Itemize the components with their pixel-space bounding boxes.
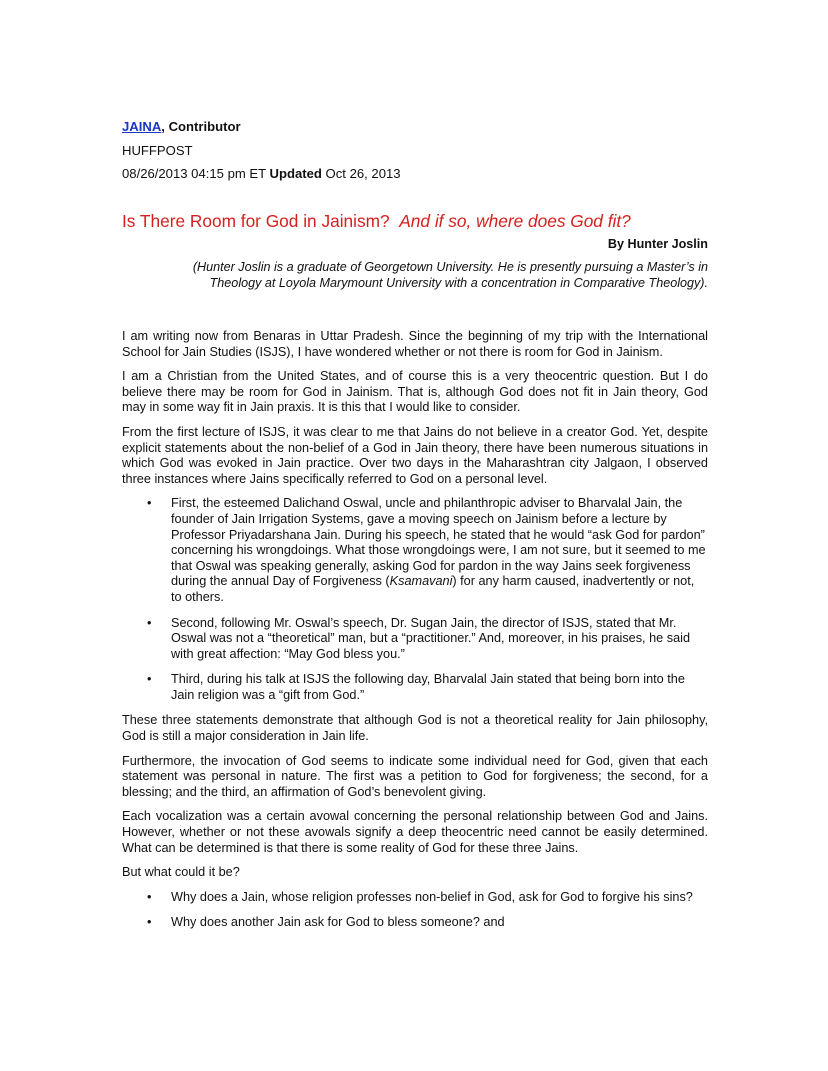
- paragraph-3: From the first lecture of ISJS, it was clear to me that Jains do not believe in a creator God. Yet, despite explicit statements about the non-belief of a God in Jain theory, there have been numerous situations in which God was evoked in Jain practice. Over two days in the Maharashtran city Jalgaon, I observed three instances where Jains specifically referred to God on a personal level.: [122, 424, 708, 486]
- document-page: [122, 119, 708, 941]
- author-line: [122, 119, 708, 135]
- date-line: [122, 166, 708, 182]
- list-item-text: First, the esteemed Dalichand Oswal, uncle and philanthropic adviser to Bharvalal Jain, the founder of Jain Irrigation Systems, gave a moving speech on Jainism before a lecture by Professor Priyadarshana Jain. During his speech, he stated that he would “ask God for pardon” concerning his wrongdoings. What those wrongdoings were, I am not sure, but it seemed to me that Oswal was speaking generally, asking God for pardon in the way Jains seek forgiveness during the annual Day of Forgiveness (Ksamavani) for any harm caused, inadvertently or not, to others.: [171, 496, 706, 604]
- list-item: [122, 890, 708, 906]
- publication-name: HUFFPOST: [122, 142, 193, 158]
- instances-list: [122, 496, 708, 703]
- paragraph-5: Furthermore, the invocation of God seems to indicate some individual need for God, given that each statement was personal in nature. The first was a petition to God for forgiveness; the second, for a blessing; and the third, an affirmation of God’s benevolent giving.: [122, 753, 708, 799]
- title-subtitle: And if so, where does God fit?: [399, 211, 631, 231]
- list-item: [122, 915, 708, 931]
- publish-date: 08/26/2013 04:15 pm ET: [122, 166, 270, 181]
- list-item: [122, 616, 708, 663]
- list-item-text: Why does another Jain ask for God to bless someone? and: [171, 915, 505, 930]
- author-role: , Contributor: [161, 119, 241, 134]
- byline: By Hunter Joslin: [607, 237, 708, 251]
- updated-label: Updated: [269, 166, 322, 181]
- list-item-text: Third, during his talk at ISJS the following day, Bharvalal Jain stated that being born into the Jain religion was a “gift from God.”: [171, 672, 685, 702]
- article-body: [122, 329, 708, 931]
- title-main: Is There Room for God in Jainism?: [122, 211, 390, 231]
- paragraph-6: Each vocalization was a certain avowal concerning the personal relationship between God and Jains. However, whether or not these avowals signify a deep theocentric need cannot be easily determined. What can be determined is that there is some reality of God for these three Jains.: [122, 809, 708, 855]
- list-item: [122, 672, 708, 703]
- paragraph-7: But what could it be?: [122, 865, 240, 880]
- author-link[interactable]: JAINA: [122, 119, 162, 134]
- article-title: [122, 211, 708, 231]
- list-item-text: Second, following Mr. Oswal’s speech, Dr. Sugan Jain, the director of ISJS, stated that Mr. Oswal was not a “theoretical” man, but a “practitioner.” And, moreover, in his praises, he said with great affection: “May God bless you.”: [171, 615, 691, 661]
- list-item: [122, 496, 708, 605]
- bullet-icon: •: [147, 915, 152, 930]
- paragraph-1: I am writing now from Benaras in Uttar Pradesh. Since the beginning of my trip with the International School for Jain Studies (ISJS), I have wondered whether or not there is room for God in Jainism.: [122, 329, 708, 359]
- list-item-text: Why does a Jain, whose religion professes non-belief in God, ask for God to forgive his sins?: [171, 889, 693, 904]
- bullet-icon: •: [147, 672, 152, 687]
- ksamavani-term: Ksamavani: [389, 574, 453, 589]
- paragraph-2: I am a Christian from the United States, and of course this is a very theocentric question. But I do believe there may be room for God in Jainism. That is, although God does not fit in Jain theory, God may in some way fit in Jain praxis. It is this that I would like to consider.: [122, 369, 708, 415]
- updated-date: Oct 26, 2013: [321, 166, 401, 181]
- questions-list: [122, 890, 708, 931]
- author-bio: (Hunter Joslin is a graduate of Georgetown University. He is presently pursuing a Master’s in Theology at Loyola Marymount University with a concentration in Comparative Theology).: [192, 260, 708, 290]
- bullet-icon: •: [147, 615, 152, 630]
- bullet-icon: •: [147, 889, 152, 904]
- paragraph-4: These three statements demonstrate that although God is not a theoretical reality for Jain philosophy, God is still a major consideration in Jain life.: [122, 713, 708, 744]
- bullet-icon: •: [147, 496, 152, 511]
